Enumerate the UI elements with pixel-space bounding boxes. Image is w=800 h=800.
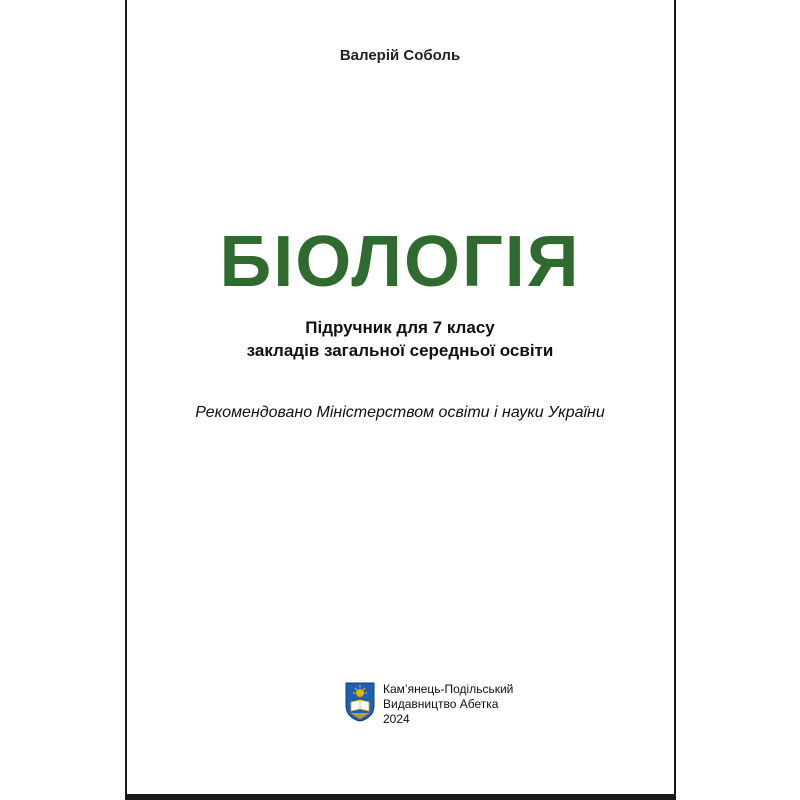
publisher-city: Кам’янець-Подільський xyxy=(383,682,514,696)
page-bottom-edge xyxy=(125,794,676,800)
publication-year: 2024 xyxy=(383,712,410,726)
subtitle-line-1: Підручник для 7 класу xyxy=(305,318,495,337)
publisher-info xyxy=(383,682,513,727)
author-name: Валерій Соболь xyxy=(339,47,461,64)
subtitle-line-2: закладів загальної середньої освіти xyxy=(246,341,554,360)
publisher-block xyxy=(345,682,513,727)
page-right-edge xyxy=(674,0,676,800)
city-coat-of-arms-icon xyxy=(345,682,375,722)
book-subtitle xyxy=(126,316,674,362)
page-left-edge xyxy=(125,0,127,800)
ministry-recommendation: Рекомендовано Міністерством освіти і науки України xyxy=(195,404,605,421)
publisher-name: Видавництво Абетка xyxy=(383,697,499,711)
book-title: БІОЛОГІЯ xyxy=(219,222,581,302)
